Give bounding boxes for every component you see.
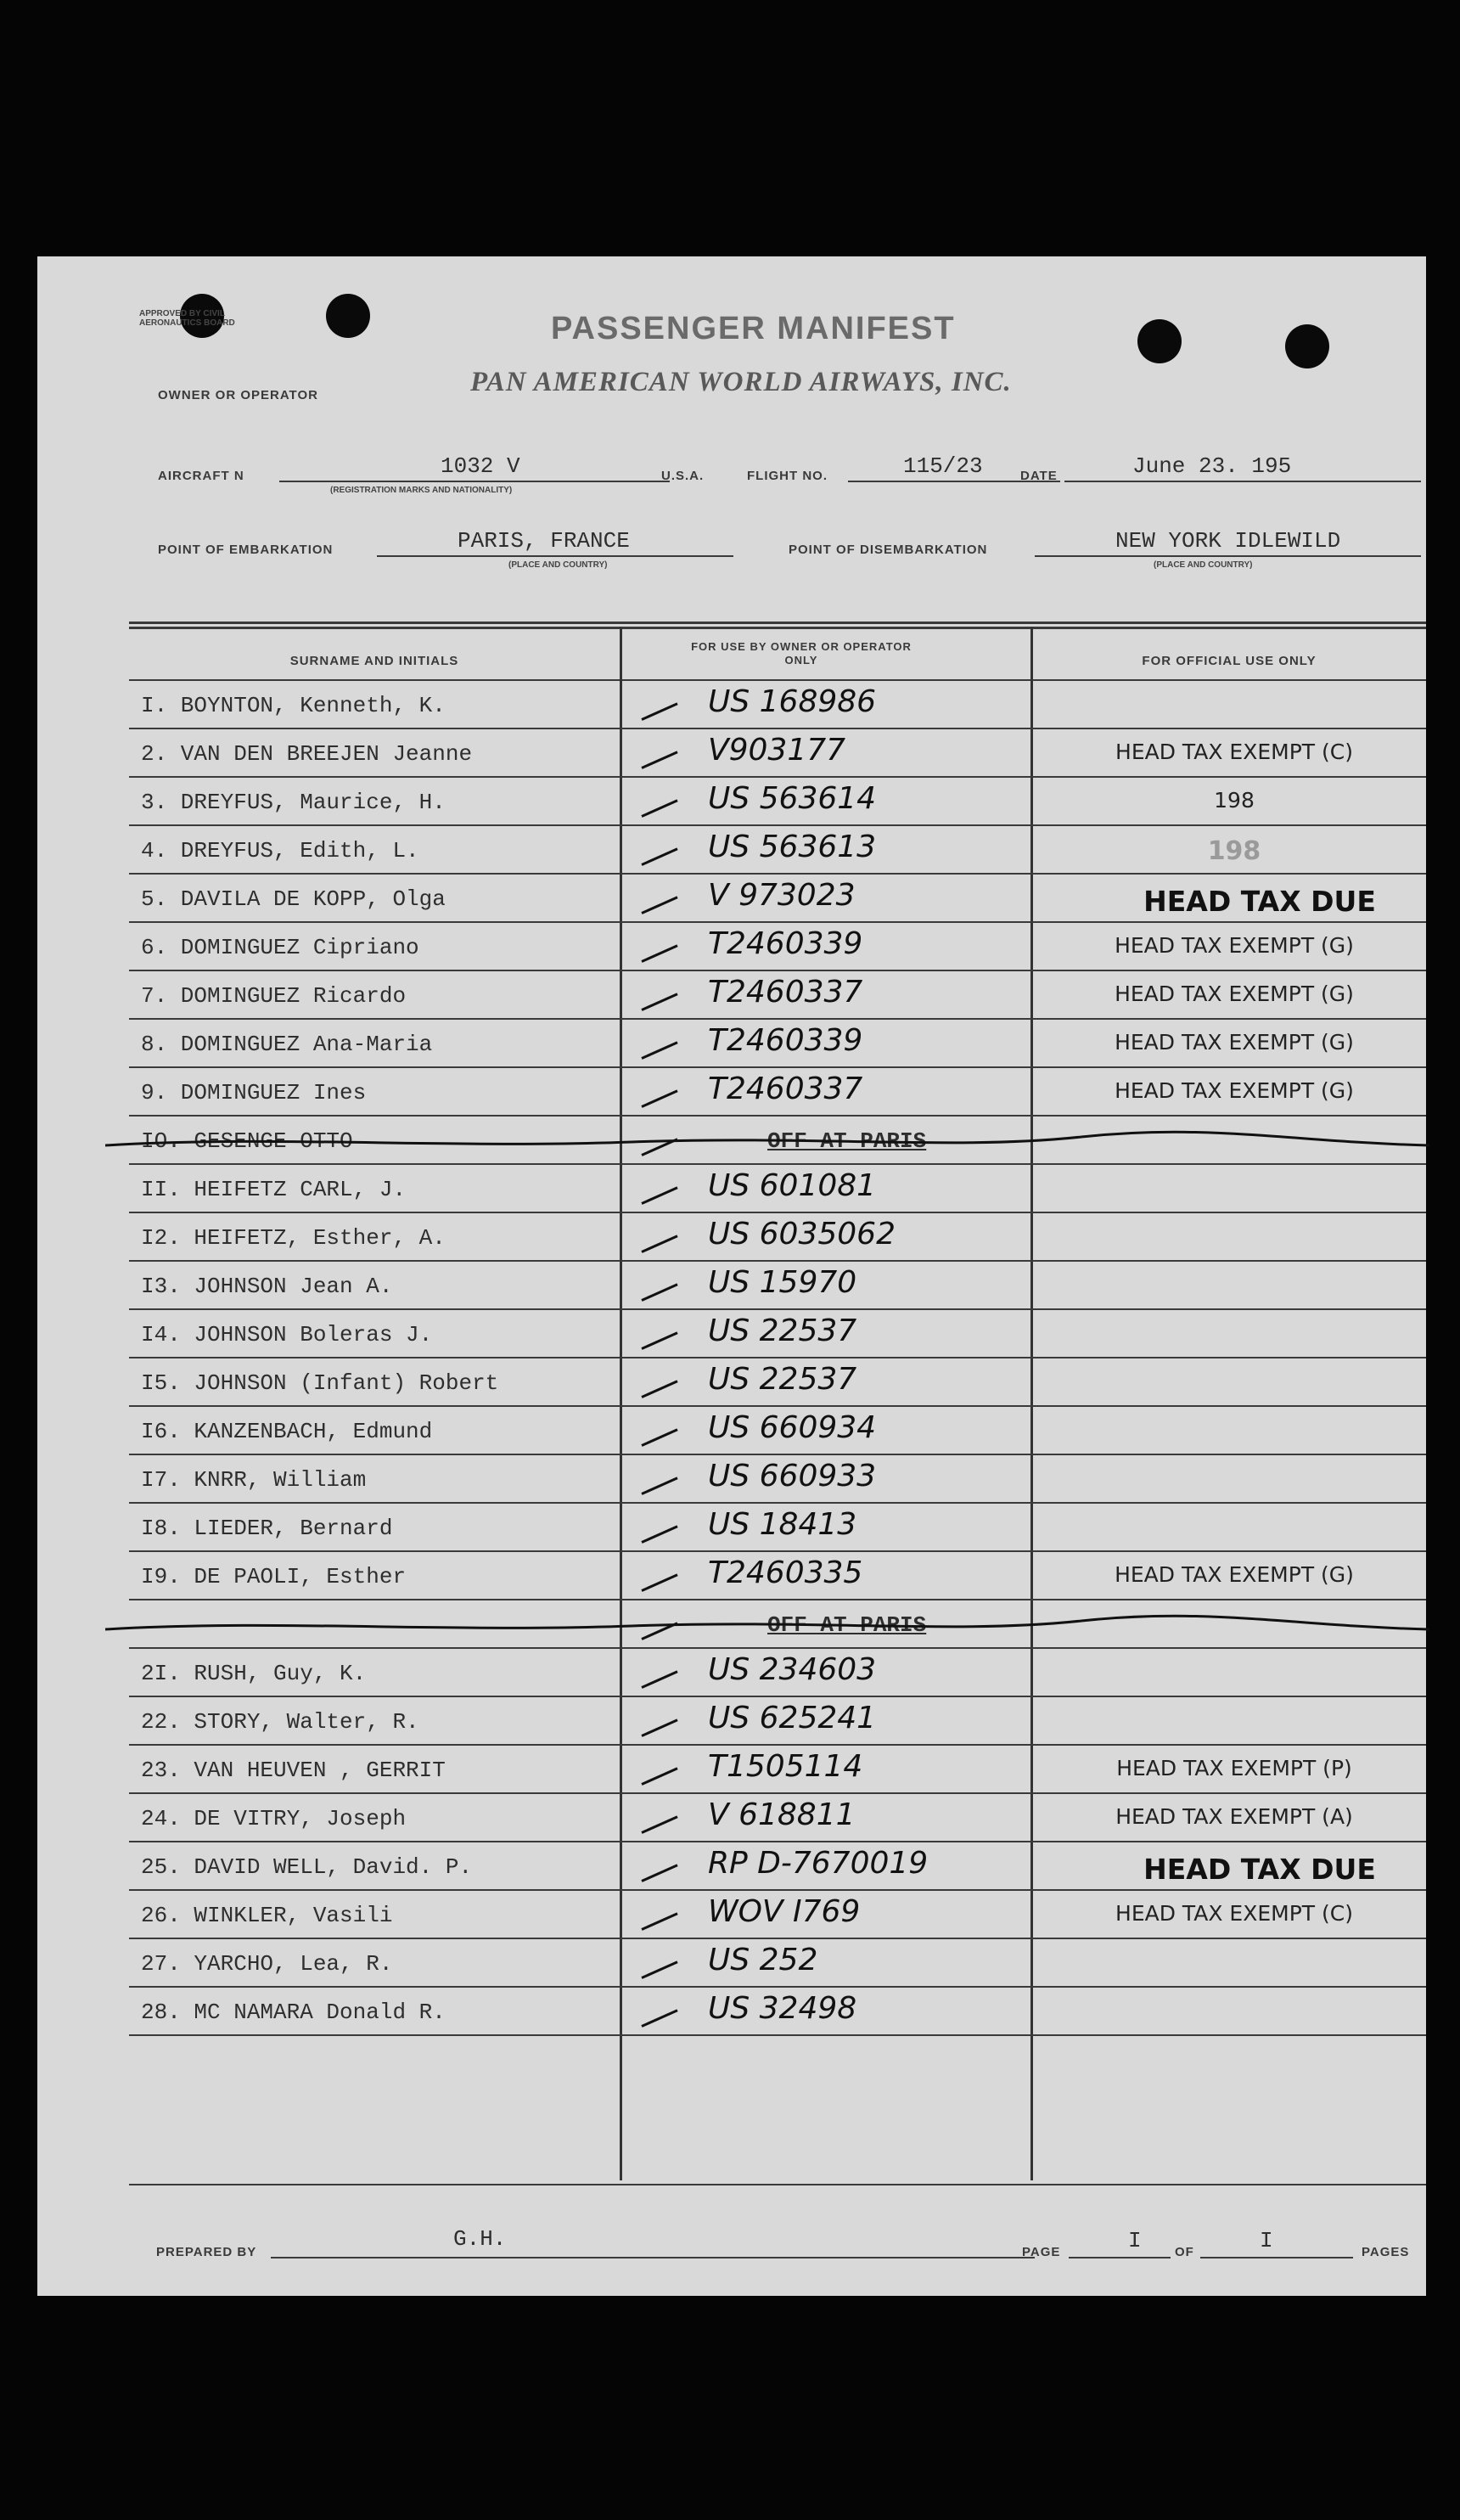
of-value: I bbox=[1260, 2228, 1273, 2253]
official-stamp: HEAD TAX DUE bbox=[1143, 885, 1376, 918]
passenger-name: I5. JOHNSON (Infant) Robert bbox=[141, 1370, 499, 1396]
punch-hole bbox=[326, 294, 370, 338]
check-mark bbox=[641, 1477, 677, 1494]
official-stamp: HEAD TAX EXEMPT (C) bbox=[1115, 1901, 1353, 1926]
embark-label: POINT OF EMBARKATION bbox=[158, 543, 334, 557]
document-number: T2460339 bbox=[708, 926, 863, 961]
row-rule bbox=[129, 1744, 1426, 1746]
check-mark bbox=[641, 1380, 677, 1398]
check-mark bbox=[641, 1815, 677, 1833]
pages-label: PAGES bbox=[1362, 2245, 1410, 2259]
flight-label: FLIGHT NO. bbox=[747, 469, 828, 483]
passenger-name: 8. DOMINGUEZ Ana-Maria bbox=[141, 1032, 433, 1057]
passenger-name: I. BOYNTON, Kenneth, K. bbox=[141, 693, 446, 718]
check-mark bbox=[641, 944, 677, 962]
document-number: T2460339 bbox=[708, 1023, 863, 1058]
row-rule bbox=[129, 1889, 1426, 1891]
passenger-name: I3. JOHNSON Jean A. bbox=[141, 1274, 393, 1299]
row-rule bbox=[129, 1647, 1426, 1649]
official-stamp: HEAD TAX EXEMPT (G) bbox=[1115, 982, 1354, 1006]
check-mark bbox=[641, 1331, 677, 1349]
passenger-name: 28. MC NAMARA Donald R. bbox=[141, 2000, 446, 2025]
off-at-paris-note: OFF AT PARIS bbox=[767, 1128, 927, 1154]
prepared-value: G.H. bbox=[453, 2226, 507, 2252]
document-number: V 973023 bbox=[708, 878, 856, 913]
check-mark bbox=[641, 1670, 677, 1688]
row-rule bbox=[129, 1986, 1426, 1988]
check-mark bbox=[641, 1573, 677, 1591]
document-number: US 22537 bbox=[708, 1313, 857, 1348]
document-number: US 252 bbox=[708, 1943, 818, 1977]
manifest-sheet bbox=[37, 256, 1426, 2296]
passenger-name: II. HEIFETZ CARL, J. bbox=[141, 1177, 407, 1202]
passenger-name: I2. HEIFETZ, Esther, A. bbox=[141, 1225, 446, 1251]
official-stamp: HEAD TAX EXEMPT (P) bbox=[1116, 1756, 1352, 1780]
check-mark bbox=[641, 1960, 677, 1978]
passenger-name: I7. KNRR, William bbox=[141, 1467, 367, 1493]
document-number: US 660934 bbox=[708, 1410, 877, 1445]
document-number: US 563613 bbox=[708, 830, 877, 864]
document-number: US 18413 bbox=[708, 1507, 857, 1542]
official-stamp: HEAD TAX DUE bbox=[1143, 1853, 1376, 1886]
row-rule bbox=[129, 1405, 1426, 1407]
row-rule bbox=[129, 1599, 1426, 1600]
col-header-owner: FOR USE BY OWNER OR OPERATOR ONLY bbox=[691, 640, 912, 667]
passenger-name: I4. JOHNSON Boleras J. bbox=[141, 1322, 433, 1347]
check-mark bbox=[641, 702, 677, 720]
passenger-name: 6. DOMINGUEZ Cipriano bbox=[141, 935, 419, 960]
row-rule bbox=[129, 921, 1426, 923]
passenger-name: 7. DOMINGUEZ Ricardo bbox=[141, 983, 407, 1009]
passenger-name: 23. VAN HEUVEN , GERRIT bbox=[141, 1758, 446, 1783]
passenger-name: 27. YARCHO, Lea, R. bbox=[141, 1951, 393, 1977]
row-rule bbox=[129, 1550, 1426, 1552]
document-number: T2460337 bbox=[708, 975, 863, 1010]
official-stamp: HEAD TAX EXEMPT (G) bbox=[1115, 1030, 1354, 1055]
passenger-name: 3. DREYFUS, Maurice, H. bbox=[141, 790, 446, 815]
strike-through-line bbox=[105, 1614, 1429, 1640]
official-stamp: HEAD TAX EXEMPT (A) bbox=[1115, 1804, 1353, 1829]
row-rule bbox=[129, 1357, 1426, 1358]
document-number: US 660933 bbox=[708, 1459, 877, 1493]
date-value: June 23. 195 bbox=[1132, 453, 1292, 479]
check-mark bbox=[641, 1428, 677, 1446]
passenger-name: IO. GESENGE OTTO bbox=[141, 1128, 353, 1154]
date-label: DATE bbox=[1020, 469, 1058, 483]
passenger-name: 4. DREYFUS, Edith, L. bbox=[141, 838, 419, 863]
aircraft-label: AIRCRAFT N bbox=[158, 469, 244, 483]
document-number: WOV I769 bbox=[708, 1894, 861, 1929]
official-stamp: HEAD TAX EXEMPT (G) bbox=[1115, 933, 1354, 958]
passenger-name: 22. STORY, Walter, R. bbox=[141, 1709, 419, 1735]
check-mark bbox=[641, 1186, 677, 1204]
embark-value: PARIS, FRANCE bbox=[458, 528, 630, 554]
document-number: US 601081 bbox=[708, 1168, 877, 1203]
document-number: US 625241 bbox=[708, 1701, 877, 1735]
passenger-name: I6. KANZENBACH, Edmund bbox=[141, 1419, 433, 1444]
check-mark bbox=[641, 751, 677, 768]
row-rule bbox=[129, 1502, 1426, 1504]
passenger-name: 24. DE VITRY, Joseph bbox=[141, 1806, 407, 1831]
document-number: T2460337 bbox=[708, 1072, 863, 1106]
check-mark bbox=[641, 1767, 677, 1785]
passenger-name: 25. DAVID WELL, David. P. bbox=[141, 1854, 473, 1880]
check-mark bbox=[641, 896, 677, 914]
official-stamp: HEAD TAX EXEMPT (G) bbox=[1115, 1078, 1354, 1103]
document-number: V903177 bbox=[708, 733, 846, 768]
disembark-value: NEW YORK IDLEWILD bbox=[1115, 528, 1341, 554]
col-header-official: FOR OFFICIAL USE ONLY bbox=[1142, 654, 1317, 668]
row-rule bbox=[129, 1115, 1426, 1117]
official-stamp: HEAD TAX EXEMPT (C) bbox=[1115, 740, 1353, 764]
check-mark bbox=[641, 2009, 677, 2027]
aircraft-sublabel: (REGISTRATION MARKS AND NATIONALITY) bbox=[330, 486, 513, 495]
check-mark bbox=[641, 1235, 677, 1252]
check-mark bbox=[641, 1718, 677, 1736]
approval-note: APPROVED BY CIVIL AERONAUTICS BOARD bbox=[139, 309, 235, 328]
document-number: US 15970 bbox=[708, 1265, 857, 1300]
off-at-paris-note: OFF AT PARIS bbox=[767, 1612, 927, 1638]
flight-value: 115/23 bbox=[903, 453, 983, 479]
check-mark bbox=[641, 1041, 677, 1059]
row-rule bbox=[129, 728, 1426, 729]
row-rule bbox=[129, 2034, 1426, 2036]
document-number: T1505114 bbox=[708, 1749, 863, 1784]
document-number: US 563614 bbox=[708, 781, 877, 816]
official-stamp: HEAD TAX EXEMPT (G) bbox=[1115, 1562, 1354, 1587]
document-number: US 22537 bbox=[708, 1362, 857, 1397]
row-rule bbox=[129, 1066, 1426, 1068]
row-rule bbox=[129, 1696, 1426, 1697]
row-rule bbox=[129, 873, 1426, 875]
of-label: OF bbox=[1175, 2245, 1194, 2259]
passenger-name: 2. VAN DEN BREEJEN Jeanne bbox=[141, 741, 473, 767]
row-rule bbox=[129, 1938, 1426, 1939]
row-rule bbox=[129, 824, 1426, 826]
row-rule bbox=[129, 1163, 1426, 1165]
document-number: US 168986 bbox=[708, 684, 877, 719]
check-mark bbox=[641, 1089, 677, 1107]
official-stamp: 198 bbox=[1214, 788, 1255, 813]
row-rule bbox=[129, 776, 1426, 778]
passenger-name: I8. LIEDER, Bernard bbox=[141, 1516, 393, 1541]
page-label: PAGE bbox=[1022, 2245, 1061, 2259]
strike-through-line bbox=[105, 1130, 1429, 1156]
row-rule bbox=[129, 1454, 1426, 1455]
check-mark bbox=[641, 1912, 677, 1930]
check-mark bbox=[641, 1525, 677, 1543]
check-mark bbox=[641, 993, 677, 1010]
owner-label: OWNER OR OPERATOR bbox=[158, 388, 318, 402]
punch-hole bbox=[1285, 324, 1329, 368]
nationality-value: U.S.A. bbox=[661, 469, 705, 483]
check-mark bbox=[641, 1283, 677, 1301]
col-header-surname: SURNAME AND INITIALS bbox=[289, 654, 459, 668]
prepared-label: PREPARED BY bbox=[156, 2245, 257, 2259]
official-stamp: 198 bbox=[1207, 836, 1261, 866]
row-rule bbox=[129, 1308, 1426, 1310]
passenger-name: 9. DOMINGUEZ Ines bbox=[141, 1080, 367, 1105]
row-rule bbox=[129, 1841, 1426, 1842]
embark-sublabel: (PLACE AND COUNTRY) bbox=[508, 560, 608, 570]
page-title: PASSENGER MANIFEST bbox=[551, 311, 956, 346]
page-value: I bbox=[1128, 2228, 1142, 2253]
check-mark bbox=[641, 847, 677, 865]
row-rule bbox=[129, 1212, 1426, 1213]
aircraft-value: 1032 V bbox=[441, 453, 520, 479]
operator-name: PAN AMERICAN WORLD AIRWAYS, INC. bbox=[470, 367, 1012, 397]
row-rule bbox=[129, 1792, 1426, 1794]
document-number: US 234603 bbox=[708, 1652, 877, 1687]
document-number: US 32498 bbox=[708, 1991, 857, 2026]
check-mark bbox=[641, 799, 677, 817]
row-rule bbox=[129, 1018, 1426, 1020]
row-rule bbox=[129, 1260, 1426, 1262]
row-rule bbox=[129, 970, 1426, 971]
document-number: V 618811 bbox=[708, 1797, 856, 1832]
passenger-name: 26. WINKLER, Vasili bbox=[141, 1903, 393, 1928]
passenger-name: I9. DE PAOLI, Esther bbox=[141, 1564, 407, 1589]
document-number: US 6035062 bbox=[708, 1217, 896, 1252]
punch-hole bbox=[1137, 319, 1182, 363]
disembark-sublabel: (PLACE AND COUNTRY) bbox=[1154, 560, 1253, 570]
passenger-name: 2I. RUSH, Guy, K. bbox=[141, 1661, 367, 1686]
document-number: RP D-7670019 bbox=[708, 1846, 929, 1881]
document-number: T2460335 bbox=[708, 1555, 863, 1590]
check-mark bbox=[641, 1864, 677, 1882]
passenger-name: 5. DAVILA DE KOPP, Olga bbox=[141, 886, 446, 912]
disembark-label: POINT OF DISEMBARKATION bbox=[789, 543, 988, 557]
